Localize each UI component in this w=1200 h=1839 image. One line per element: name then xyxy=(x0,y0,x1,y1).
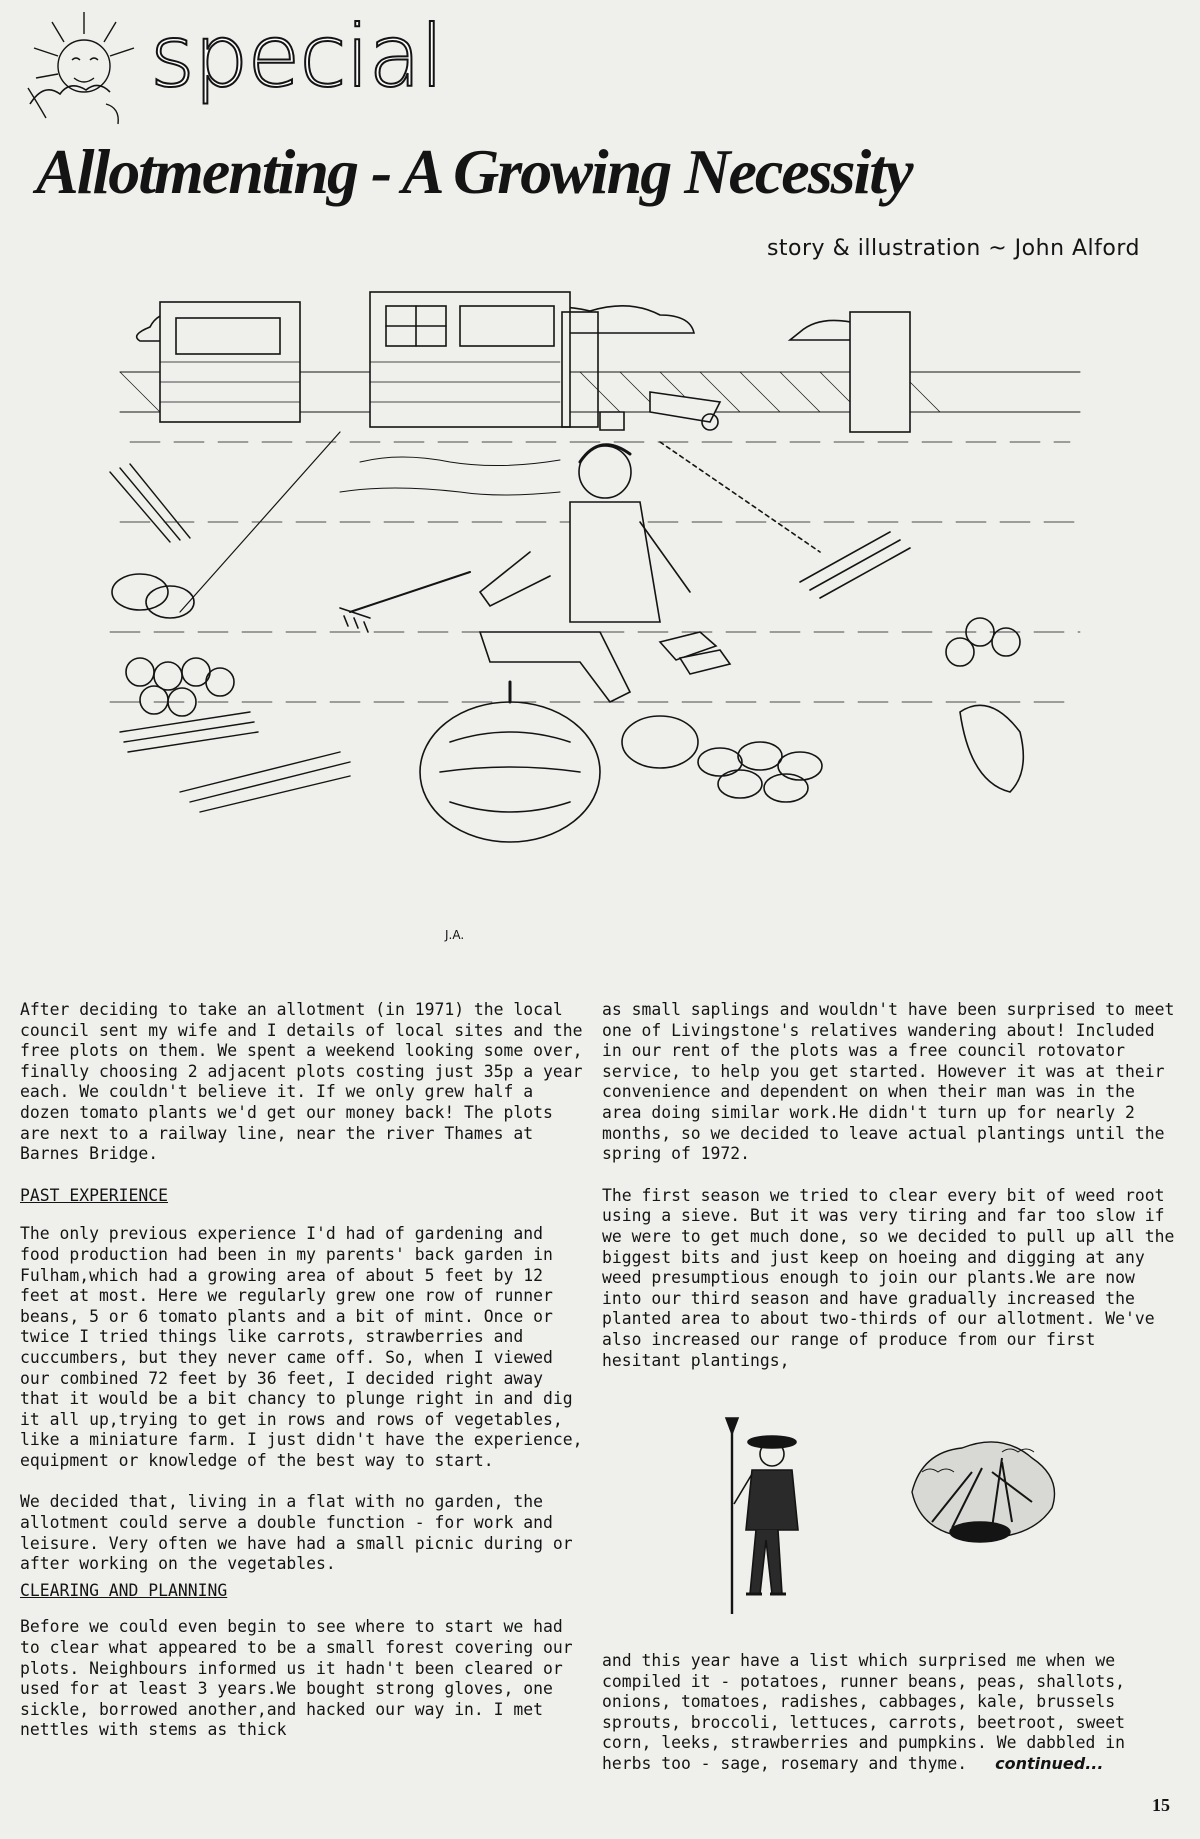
farmer-vignette-icon xyxy=(722,1412,810,1622)
right-paragraph-3 xyxy=(602,1651,1182,1775)
allotment-drawing-icon xyxy=(100,272,1100,972)
right-paragraph-1: as small saplings and wouldn't have been surprised to meet one of Livingstone's relatives wandering about! Included in our rent of the plots was a free council rotovator service, to help you get started. However it was at their convenience and dependent on when their man was in the area doing similar work.He didn't turn up for nearly 2 months, so we decided to leave actual plantings until the spring of 1972. xyxy=(602,1000,1175,1164)
byline: story & illustration ~ John Alford xyxy=(766,236,1140,261)
section-heading-past-experience: PAST EXPERIENCE xyxy=(20,1185,169,1205)
continued-link[interactable]: continued... xyxy=(995,1753,1104,1773)
past-experience-paragraph-2: We decided that, living in a flat with no garden, the allotment could serve a double function - for work and leisure. Very often we have had a small picnic during or after working on the vegetables. xyxy=(20,1492,573,1574)
article-headline: Allotmenting - A Growing Necessity xyxy=(36,136,912,207)
past-experience-paragraph-1: The only previous experience I'd had of gardening and food production had been in my parents' back garden in Fulham,which had a growing area of about 5 feet by 12 feet at most. Here we regularly grew one row of runner beans, 5 or 6 tomato plants and a bit of mint. Once or twice I tried things like carrots, strawberries and cuccumbers, but they never came off. So, when I viewed our combined 72 feet by 36 feet, I decided right away that it would be a bit chancy to plunge right in and dig it all up,trying to get in rows and rows of vegetables, like a miniature farm. I just didn't have the experience, equipment or knowledge of the best way to start. xyxy=(20,1224,583,1470)
right-paragraph-2: The first season we tried to clear every bit of weed root using a sieve. But it was very tiring and far too slow if we were to get much done, so we decided to pull up all the biggest bits and just keep on hoeing and digging at any weed presumptious enough to join our plants.We are now into our third season and have gradually increased the planted area to about two-thirds of our allotment. We've also increased our range of produce from our first hesitant plantings, xyxy=(602,1185,1175,1370)
article-column-right xyxy=(602,1000,1182,1392)
page-number: 15 xyxy=(1152,1795,1170,1815)
produce-list-text: and this year have a list which surprised me when we compiled it - potatoes, runner beans, peas, shallots, onions, tomatoes, radishes, cabbages, kale, brussels sprouts, broccoli, lettuces, carrots, beetroot, sweet corn, leeks, strawberries and pumpkins. We dabbled in herbs too - sage, rosemary and thyme. xyxy=(602,1651,1126,1773)
allotment-illustration xyxy=(100,272,1100,972)
section-heading-clearing-and-planning: CLEARING AND PLANNING xyxy=(20,1580,228,1600)
clearing-paragraph-1: Before we could even begin to see where to start we had to clear what appeared to be a small forest covering our plots. Neighbours informed us it hadn't been cleared or used for at least 3 years.We bought strong gloves, one sickle, borrowed another,and hacked our way in. I met nettles with stems as thick xyxy=(20,1617,573,1740)
artist-initials: J.A. xyxy=(445,928,465,942)
intro-paragraph: After deciding to take an allotment (in 1971) the local council sent my wife and I details of local sites and the free plots on them. We spent a weekend looking some over, finally choosing 2 adjacent plots costing just 35p a year each. We couldn't believe it. If we only grew half a dozen tomato plants we'd get our money back! The plots are next to a railway line, near the river Thames at Barnes Bridge. xyxy=(20,1000,583,1164)
article-column-right-continued xyxy=(602,1651,1182,1775)
garden-tools-vignette-icon xyxy=(892,1432,1068,1552)
article-column-left xyxy=(20,1000,586,1762)
sun-logo-icon xyxy=(22,8,162,126)
section-label: special xyxy=(150,7,444,107)
